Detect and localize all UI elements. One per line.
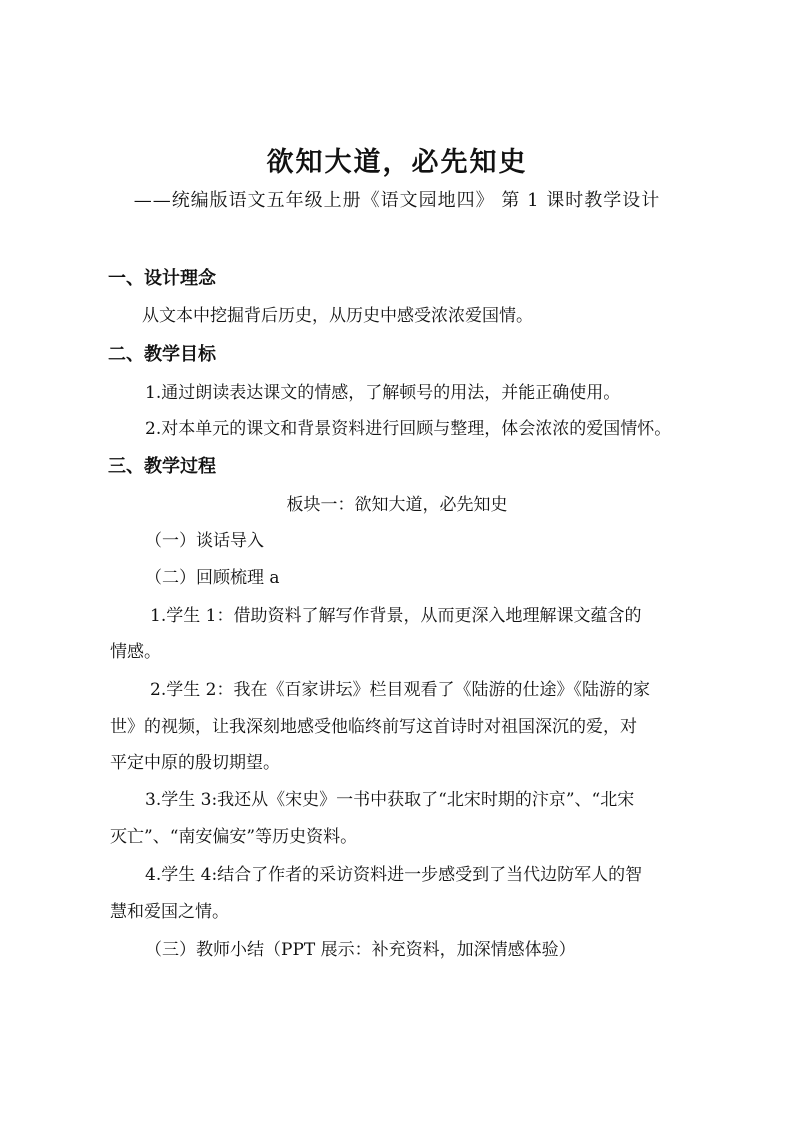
student-3-line-1: 3.学生 3:我还从《宋史》一书中获取了“北宋时期的汴京”、“北宋: [145, 790, 635, 810]
section-heading-teaching-process: 三、教学过程: [108, 456, 216, 477]
section-heading-teaching-goals: 二、教学目标: [108, 344, 216, 365]
goal-item-1: 1.通过朗读表达课文的情感，了解顿号的用法，并能正确使用。: [145, 383, 621, 403]
design-concept-text: 从文本中挖掘背后历史，从历史中感受浓浓爱国情。: [142, 306, 533, 326]
student-2-line-1: 2.学生 2：我在《百家讲坛》栏目观看了《陆游的仕途》《陆游的家: [150, 680, 650, 700]
document-subtitle: ——统编版语文五年级上册《语文园地四》 第 1 课时教学设计: [133, 190, 661, 211]
step-review: （二）回顾梳理 a: [145, 568, 280, 588]
block-title: 板块一：欲知大道，必先知史: [286, 495, 508, 515]
section-heading-design-concept: 一、设计理念: [108, 268, 216, 289]
document-title: 欲知大道，必先知史: [266, 147, 528, 178]
student-4-line-2: 慧和爱国之情。: [110, 902, 229, 922]
student-2-line-2: 世》的视频，让我深刻地感受他临终前写这首诗时对祖国深沉的爱，对: [110, 717, 637, 737]
student-1-line-1: 1.学生 1：借助资料了解写作背景，从而更深入地理解课文蕴含的: [150, 606, 642, 626]
student-1-line-2: 情感。: [110, 642, 161, 662]
goal-item-2: 2.对本单元的课文和背景资料进行回顾与整理，体会浓浓的爱国情怀。: [145, 419, 672, 439]
step-intro-talk: （一）谈话导入: [145, 531, 264, 551]
step-teacher-summary: （三）教师小结（PPT 展示：补充资料，加深情感体验）: [145, 940, 576, 960]
student-2-line-3: 平定中原的殷切期望。: [110, 753, 280, 773]
student-4-line-1: 4.学生 4:结合了作者的采访资料进一步感受到了当代边防军人的智: [145, 865, 643, 885]
student-3-line-2: 灭亡”、“南安偏安”等历史资料。: [110, 827, 358, 847]
